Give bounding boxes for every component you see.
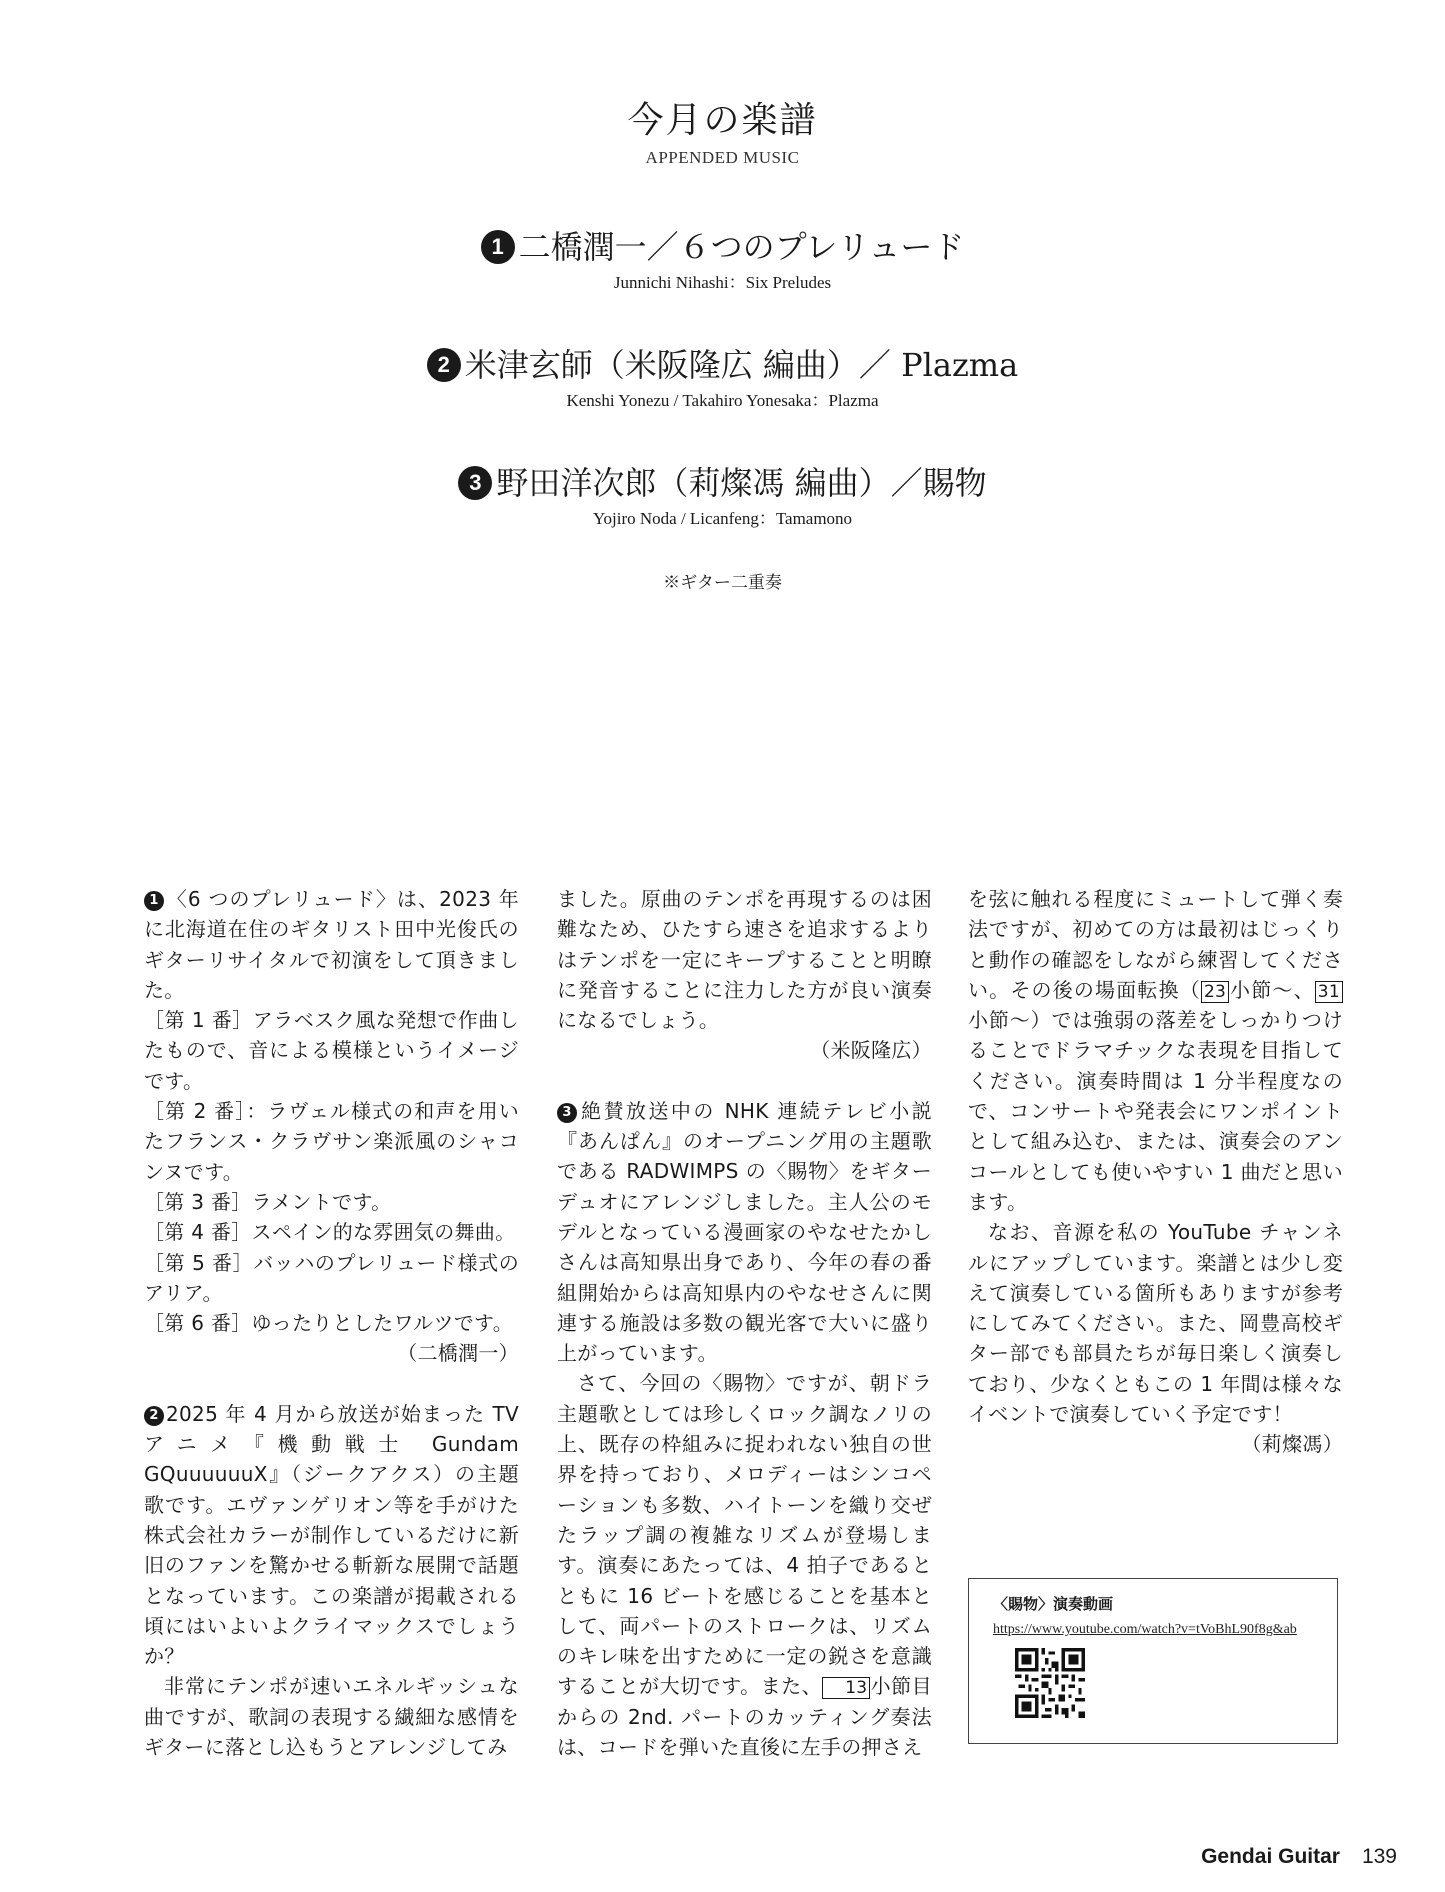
number-badge-icon: 2 — [427, 348, 461, 382]
work-subtitle: Yojiro Noda / Licanfeng：Tamamono — [592, 509, 853, 528]
number-badge-icon: 1 — [144, 891, 164, 911]
page-number: 139 — [1361, 1845, 1397, 1868]
prelude-note: ［第 1 番］アラベスク風な発想で作曲したもので、音による模様というイメージです。 — [144, 1008, 519, 1093]
prelude-note: ［第 5 番］バッハのプレリュード様式のアリア。 — [144, 1250, 519, 1305]
qr-code-icon[interactable] — [1015, 1648, 1085, 1718]
text-column-2 — [557, 884, 932, 1762]
work-subtitle: Kenshi Yonezu / Takahiro Yonesaka：Plazma — [566, 391, 879, 410]
measure-number: 23 — [1201, 981, 1229, 1003]
prelude-note: ［第 6 番］ゆったりとしたワルツです。 — [144, 1311, 514, 1336]
works-list — [0, 225, 1445, 579]
work-title: 米津玄師（米阪隆広 編曲）／ Plazma — [464, 346, 1019, 384]
number-badge-icon: 3 — [557, 1103, 577, 1123]
commentary-paragraph: 3 絶賛放送中の NHK 連続テレビ小説『あんぱん』のオープニング用の主題歌である RADWIMPS の〈賜物〉をギターデュオにアレンジしました。主人公のモデルとなっている漫画家のやなせたかしさんは高知県出身であり、今年の春の番組開始からは高知県内のやなせさんに関連する施設は多数の観光客で大いに盛り上がっています。 — [557, 1098, 932, 1366]
journal-name: Gendai Guitar — [1201, 1845, 1340, 1868]
author-signature: （莉燦馮） — [1241, 1432, 1343, 1457]
measure-number: 13 — [822, 1677, 870, 1699]
page-footer — [1201, 1845, 1397, 1869]
work-subtitle: Junnichi Nihashi：Six Preludes — [613, 273, 832, 292]
work-title: 二橋潤一／６つのプレリュード — [518, 228, 965, 266]
commentary-paragraph: 2 2025 年 4 月から放送が始まった TV アニメ『機動戦士 Gundam GQuuuuuuX』（ジークアクス）の主題歌です。エヴァンゲリオン等を手がけた株式会社カラーが制作しているだけに新旧のファンを驚かせる斬新な展開で話題となっています。この楽譜が掲載される頃にはいよいよクライマックスでしょうか？ — [144, 1401, 519, 1669]
commentary-paragraph: を弦に触れる程度にミュートして弾く奏法ですが、初めての方は最初はじっくりと動作の確認をしながら練習してください。その後の場面転換（ 23 小節～、 31小節～）では強弱の落差をしっかりつけることでドラマチックな表現を目指してください。演奏時間は 1 分半程度なので、コンサートや発表会にワンポイントとして組み込む、または、演奏会のアンコールとしても使いやすい 1 曲だと思います。 — [968, 887, 1343, 1214]
prelude-note: ［第 3 番］ラメントです。 — [144, 1189, 392, 1214]
commentary-paragraph: ました。原曲のテンポを再現するのは困難なため、ひたすら速さを追求するよりはテンポを一定にキープすることと明瞭に発音することに注力した方が良い演奏になるでしょう。 — [557, 887, 932, 1033]
number-badge-icon: 2 — [144, 1406, 164, 1426]
text-column-1 — [144, 884, 519, 1762]
page-title: 今月の楽譜 — [627, 100, 818, 141]
author-signature: （米阪隆広） — [810, 1038, 932, 1063]
page-header — [0, 96, 1445, 168]
work-item — [0, 225, 1445, 295]
number-badge-icon: 1 — [481, 230, 515, 264]
commentary-paragraph: なお、音源を私の YouTube チャンネルにアップしています。楽譜とは少し変えて演奏している箇所もありますが参考にしてみてください。また、岡豊高校ギター部でも部員たちが毎日楽しく演奏しており、少なくともこの 1 年間は様々なイベントで演奏していく予定です！ — [968, 1220, 1343, 1427]
video-info-box — [968, 1578, 1338, 1744]
commentary-paragraph: 非常にテンポが速いエネルギッシュな曲ですが、歌詞の表現する繊細な感情をギターに落とし込もうとアレンジしてみ — [144, 1674, 519, 1760]
video-title: 〈賜物〉演奏動画 — [993, 1595, 1114, 1613]
text-column-3 — [968, 884, 1343, 1460]
arrangement-note: ※ギター二重奏 — [663, 573, 782, 593]
work-title: 野田洋次郎（莉燦馮 編曲）／賜物 — [496, 464, 987, 502]
page-subtitle: APPENDED MUSIC — [645, 148, 800, 167]
measure-number: 31 — [1315, 981, 1343, 1003]
video-link[interactable]: https://www.youtube.com/watch?v=tVoBhL90f8g&ab — [993, 1622, 1297, 1637]
prelude-note: ［第 2 番］：ラヴェル様式の和声を用いたフランス・クラヴサン楽派風のシャコンヌです。 — [144, 1099, 519, 1184]
prelude-note: ［第 4 番］スペイン的な雰囲気の舞曲。 — [144, 1220, 516, 1245]
work-item — [0, 461, 1445, 531]
commentary-paragraph: さて、今回の〈賜物〉ですが、朝ドラ主題歌としては珍しくロック調なノリの上、既存の枠組みに捉われない独自の世界を持っており、メロディーはシンコペーションも多数、ハイトーンを織り交ぜたラップ調の複雑なリズムが登場します。演奏にあたっては、4 拍子であるとともに 16 ビートを感じることを基本として、両パートのストロークは、リズムのキレ味を出すために一定の鋭さを意識することが大切です。また、 13 小節目からの 2nd. パートのカッティング奏法は、コードを弾いた直後に左手の押さえ — [557, 1371, 932, 1760]
author-signature: （二橋潤一） — [397, 1341, 519, 1366]
work-item — [0, 343, 1445, 413]
commentary-paragraph: 1 〈6 つのプレリュード〉は、2023 年に北海道在住のギタリスト田中光俊氏のギターリサイタルで初演をして頂きました。 — [144, 887, 519, 1002]
number-badge-icon: 3 — [458, 466, 492, 500]
